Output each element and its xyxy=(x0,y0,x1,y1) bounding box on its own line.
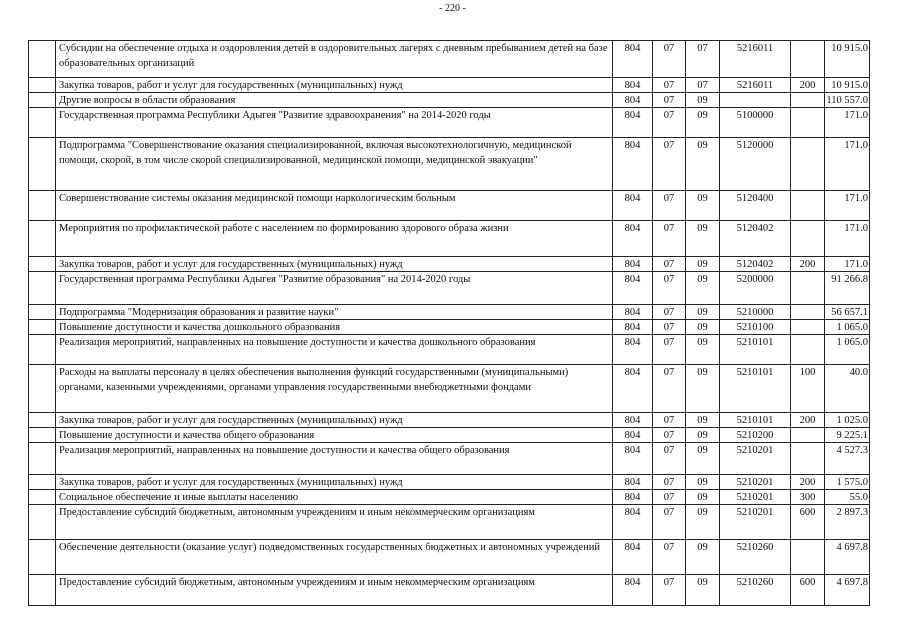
row-marker-cell xyxy=(29,475,56,489)
subsection-code-cell: 09 xyxy=(686,365,720,412)
section-code-cell: 07 xyxy=(653,257,686,271)
dept-code-cell: 804 xyxy=(613,428,653,442)
row-marker-cell xyxy=(29,540,56,574)
subsection-code-cell: 09 xyxy=(686,191,720,220)
section-code-cell: 07 xyxy=(653,108,686,137)
table-row xyxy=(29,191,869,221)
amount-cell: 9 225.1 xyxy=(836,430,868,441)
target-article-code-cell: 5210201 xyxy=(720,475,791,489)
section-code-cell: 07 xyxy=(653,428,686,442)
dept-code-cell: 804 xyxy=(613,443,653,474)
page-number: - 220 - xyxy=(439,3,466,14)
table-row xyxy=(29,365,869,413)
table-row xyxy=(29,413,869,428)
row-marker-cell xyxy=(29,413,56,427)
expense-type-code-cell xyxy=(791,335,825,364)
dept-code-cell: 804 xyxy=(613,108,653,137)
target-article-code-cell: 5210201 xyxy=(720,490,791,504)
table-row xyxy=(29,320,869,335)
dept-code-cell: 804 xyxy=(613,272,653,304)
dept-code-cell: 804 xyxy=(613,505,653,539)
item-name-cell: Социальное обеспечение и иные выплаты населению xyxy=(56,490,613,504)
amount-cell: 4 697.8 xyxy=(836,577,868,588)
table-row xyxy=(29,575,869,605)
amount-cell: 91 266.8 xyxy=(831,274,868,285)
section-code-cell: 07 xyxy=(653,320,686,334)
target-article-code-cell: 5200000 xyxy=(720,272,791,304)
item-name-cell: Подпрограмма "Совершенствование оказания специализированной, включая высокотехнологичную, медицинской помощи, скорой, в том числе скорой специализированной, медицинской помощи, медицинской эвакуации" xyxy=(56,138,613,190)
item-name-cell: Предоставление субсидий бюджетным, автономным учреждениям и иным некоммерческим организациям xyxy=(56,575,613,605)
table-row xyxy=(29,41,869,78)
row-marker-cell xyxy=(29,138,56,190)
amount-cell: 171.0 xyxy=(844,223,868,234)
dept-code-cell: 804 xyxy=(613,191,653,220)
dept-code-cell: 804 xyxy=(613,78,653,92)
expense-type-code-cell: 200 xyxy=(791,413,825,427)
section-code-cell: 07 xyxy=(653,443,686,474)
dept-code-cell: 804 xyxy=(613,257,653,271)
target-article-code-cell: 5210101 xyxy=(720,413,791,427)
target-article-code-cell: 5210260 xyxy=(720,540,791,574)
row-marker-cell xyxy=(29,505,56,539)
target-article-code-cell: 5210000 xyxy=(720,305,791,319)
expense-type-code-cell xyxy=(791,272,825,304)
expense-type-code-cell xyxy=(791,540,825,574)
section-code-cell: 07 xyxy=(653,305,686,319)
table-row xyxy=(29,108,869,138)
section-code-cell: 07 xyxy=(653,475,686,489)
section-code-cell: 07 xyxy=(653,93,686,107)
table-row xyxy=(29,78,869,93)
section-code-cell: 07 xyxy=(653,41,686,77)
section-code-cell: 07 xyxy=(653,191,686,220)
row-marker-cell xyxy=(29,108,56,137)
section-code-cell: 07 xyxy=(653,413,686,427)
amount-cell: 1 575.0 xyxy=(836,477,868,488)
target-article-code-cell: 5100000 xyxy=(720,108,791,137)
expense-type-code-cell: 600 xyxy=(791,505,825,539)
item-name-cell: Обеспечение деятельности (оказание услуг) подведомственных государственных бюджетных и автономных учреждений xyxy=(56,540,613,574)
dept-code-cell: 804 xyxy=(613,41,653,77)
expense-type-code-cell: 300 xyxy=(791,490,825,504)
row-marker-cell xyxy=(29,272,56,304)
subsection-code-cell: 09 xyxy=(686,428,720,442)
target-article-code-cell: 5216011 xyxy=(720,41,791,77)
subsection-code-cell: 09 xyxy=(686,540,720,574)
dept-code-cell: 804 xyxy=(613,475,653,489)
subsection-code-cell: 09 xyxy=(686,108,720,137)
dept-code-cell: 804 xyxy=(613,138,653,190)
expense-type-code-cell xyxy=(791,191,825,220)
section-code-cell: 07 xyxy=(653,540,686,574)
target-article-code-cell: 5120400 xyxy=(720,191,791,220)
item-name-cell: Другие вопросы в области образования xyxy=(56,93,613,107)
subsection-code-cell: 09 xyxy=(686,575,720,605)
target-article-code-cell: 5120402 xyxy=(720,221,791,256)
expense-type-code-cell: 200 xyxy=(791,78,825,92)
target-article-code-cell: 5210201 xyxy=(720,505,791,539)
amount-cell: 110 557.0 xyxy=(826,95,868,106)
section-code-cell: 07 xyxy=(653,365,686,412)
row-marker-cell xyxy=(29,41,56,77)
amount-cell: 10 915.0 xyxy=(831,43,868,54)
table-row xyxy=(29,221,869,257)
dept-code-cell: 804 xyxy=(613,221,653,256)
amount-cell: 171.0 xyxy=(844,193,868,204)
item-name-cell: Реализация мероприятий, направленных на повышение доступности и качества дошкольного образования xyxy=(56,335,613,364)
subsection-code-cell: 09 xyxy=(686,272,720,304)
row-marker-cell xyxy=(29,575,56,605)
dept-code-cell: 804 xyxy=(613,490,653,504)
expense-type-code-cell xyxy=(791,443,825,474)
subsection-code-cell: 09 xyxy=(686,93,720,107)
table-row xyxy=(29,305,869,320)
item-name-cell: Государственная программа Республики Адыгея "Развитие здравоохранения" на 2014-2020 годы xyxy=(56,108,613,137)
subsection-code-cell: 09 xyxy=(686,505,720,539)
table-row xyxy=(29,428,869,443)
expense-type-code-cell xyxy=(791,93,825,107)
dept-code-cell: 804 xyxy=(613,540,653,574)
target-article-code-cell: 5210260 xyxy=(720,575,791,605)
target-article-code-cell: 5210201 xyxy=(720,443,791,474)
item-name-cell: Повышение доступности и качества общего образования xyxy=(56,428,613,442)
target-article-code-cell: 5210100 xyxy=(720,320,791,334)
target-article-code-cell: 5210101 xyxy=(720,335,791,364)
dept-code-cell: 804 xyxy=(613,575,653,605)
item-name-cell: Субсидии на обеспечение отдыха и оздоровления детей в оздоровительных лагерях с дневным пребыванием детей на базе образовательных организаций xyxy=(56,41,613,77)
section-code-cell: 07 xyxy=(653,575,686,605)
item-name-cell: Расходы на выплаты персоналу в целях обеспечения выполнения функций государственными (муниципальными) органами, казенными учреждениями, органами управления государственными внебюджетными фондами xyxy=(56,365,613,412)
expense-type-code-cell: 100 xyxy=(791,365,825,412)
subsection-code-cell: 09 xyxy=(686,221,720,256)
dept-code-cell: 804 xyxy=(613,335,653,364)
target-article-code-cell: 5210200 xyxy=(720,428,791,442)
table-row xyxy=(29,138,869,191)
dept-code-cell: 804 xyxy=(613,93,653,107)
expense-type-code-cell xyxy=(791,221,825,256)
table-row xyxy=(29,257,869,272)
dept-code-cell: 804 xyxy=(613,305,653,319)
expense-type-code-cell xyxy=(791,428,825,442)
row-marker-cell xyxy=(29,365,56,412)
section-code-cell: 07 xyxy=(653,78,686,92)
row-marker-cell xyxy=(29,305,56,319)
row-marker-cell xyxy=(29,490,56,504)
amount-cell: 4 697.8 xyxy=(836,542,868,553)
subsection-code-cell: 09 xyxy=(686,305,720,319)
expense-type-code-cell xyxy=(791,320,825,334)
amount-cell: 1 065.0 xyxy=(836,322,868,333)
target-article-code-cell: 5210101 xyxy=(720,365,791,412)
dept-code-cell: 804 xyxy=(613,365,653,412)
table-row xyxy=(29,505,869,540)
table-row xyxy=(29,540,869,575)
amount-cell: 55.0 xyxy=(849,492,868,503)
amount-cell: 171.0 xyxy=(844,259,868,270)
item-name-cell: Реализация мероприятий, направленных на повышение доступности и качества общего образования xyxy=(56,443,613,474)
subsection-code-cell: 09 xyxy=(686,335,720,364)
item-name-cell: Закупка товаров, работ и услуг для государственных (муниципальных) нужд xyxy=(56,475,613,489)
table-row xyxy=(29,490,869,505)
section-code-cell: 07 xyxy=(653,221,686,256)
row-marker-cell xyxy=(29,191,56,220)
amount-cell: 56 657.1 xyxy=(831,307,868,318)
row-marker-cell xyxy=(29,257,56,271)
expense-type-code-cell: 200 xyxy=(791,257,825,271)
target-article-code-cell xyxy=(720,93,791,107)
item-name-cell: Мероприятия по профилактической работе с населением по формированию здорового образа жизни xyxy=(56,221,613,256)
row-marker-cell xyxy=(29,78,56,92)
dept-code-cell: 804 xyxy=(613,413,653,427)
budget-table xyxy=(28,40,870,606)
item-name-cell: Государственная программа Республики Адыгея "Развитие образования" на 2014-2020 годы xyxy=(56,272,613,304)
section-code-cell: 07 xyxy=(653,272,686,304)
expense-type-code-cell: 200 xyxy=(791,475,825,489)
item-name-cell: Предоставление субсидий бюджетным, автономным учреждениям и иным некоммерческим организациям xyxy=(56,505,613,539)
amount-cell: 171.0 xyxy=(844,140,868,151)
table-row xyxy=(29,335,869,365)
table-row xyxy=(29,272,869,305)
subsection-code-cell: 09 xyxy=(686,320,720,334)
item-name-cell: Закупка товаров, работ и услуг для государственных (муниципальных) нужд xyxy=(56,257,613,271)
table-row xyxy=(29,93,869,108)
subsection-code-cell: 09 xyxy=(686,413,720,427)
subsection-code-cell: 07 xyxy=(686,78,720,92)
amount-cell: 10 915.0 xyxy=(831,80,868,91)
row-marker-cell xyxy=(29,221,56,256)
item-name-cell: Повышение доступности и качества дошкольного образования xyxy=(56,320,613,334)
subsection-code-cell: 09 xyxy=(686,138,720,190)
expense-type-code-cell xyxy=(791,41,825,77)
amount-cell: 40.0 xyxy=(849,367,868,378)
target-article-code-cell: 5120000 xyxy=(720,138,791,190)
subsection-code-cell: 09 xyxy=(686,490,720,504)
amount-cell: 171.0 xyxy=(844,110,868,121)
item-name-cell: Совершенствование системы оказания медицинской помощи наркологическим больным xyxy=(56,191,613,220)
row-marker-cell xyxy=(29,320,56,334)
subsection-code-cell: 09 xyxy=(686,443,720,474)
section-code-cell: 07 xyxy=(653,335,686,364)
subsection-code-cell: 07 xyxy=(686,41,720,77)
section-code-cell: 07 xyxy=(653,505,686,539)
expense-type-code-cell xyxy=(791,138,825,190)
amount-cell: 2 897.3 xyxy=(836,507,868,518)
expense-type-code-cell xyxy=(791,108,825,137)
amount-cell: 1 065.0 xyxy=(836,337,868,348)
row-marker-cell xyxy=(29,93,56,107)
section-code-cell: 07 xyxy=(653,490,686,504)
row-marker-cell xyxy=(29,335,56,364)
target-article-code-cell: 5120402 xyxy=(720,257,791,271)
amount-cell: 4 527.3 xyxy=(836,445,868,456)
section-code-cell: 07 xyxy=(653,138,686,190)
item-name-cell: Закупка товаров, работ и услуг для государственных (муниципальных) нужд xyxy=(56,413,613,427)
table-row xyxy=(29,443,869,475)
subsection-code-cell: 09 xyxy=(686,475,720,489)
subsection-code-cell: 09 xyxy=(686,257,720,271)
item-name-cell: Подпрограмма "Модернизация образования и развитие науки" xyxy=(56,305,613,319)
row-marker-cell xyxy=(29,428,56,442)
expense-type-code-cell xyxy=(791,305,825,319)
target-article-code-cell: 5216011 xyxy=(720,78,791,92)
row-marker-cell xyxy=(29,443,56,474)
table-row xyxy=(29,475,869,490)
amount-cell: 1 025.0 xyxy=(836,415,868,426)
expense-type-code-cell: 600 xyxy=(791,575,825,605)
item-name-cell: Закупка товаров, работ и услуг для государственных (муниципальных) нужд xyxy=(56,78,613,92)
dept-code-cell: 804 xyxy=(613,320,653,334)
